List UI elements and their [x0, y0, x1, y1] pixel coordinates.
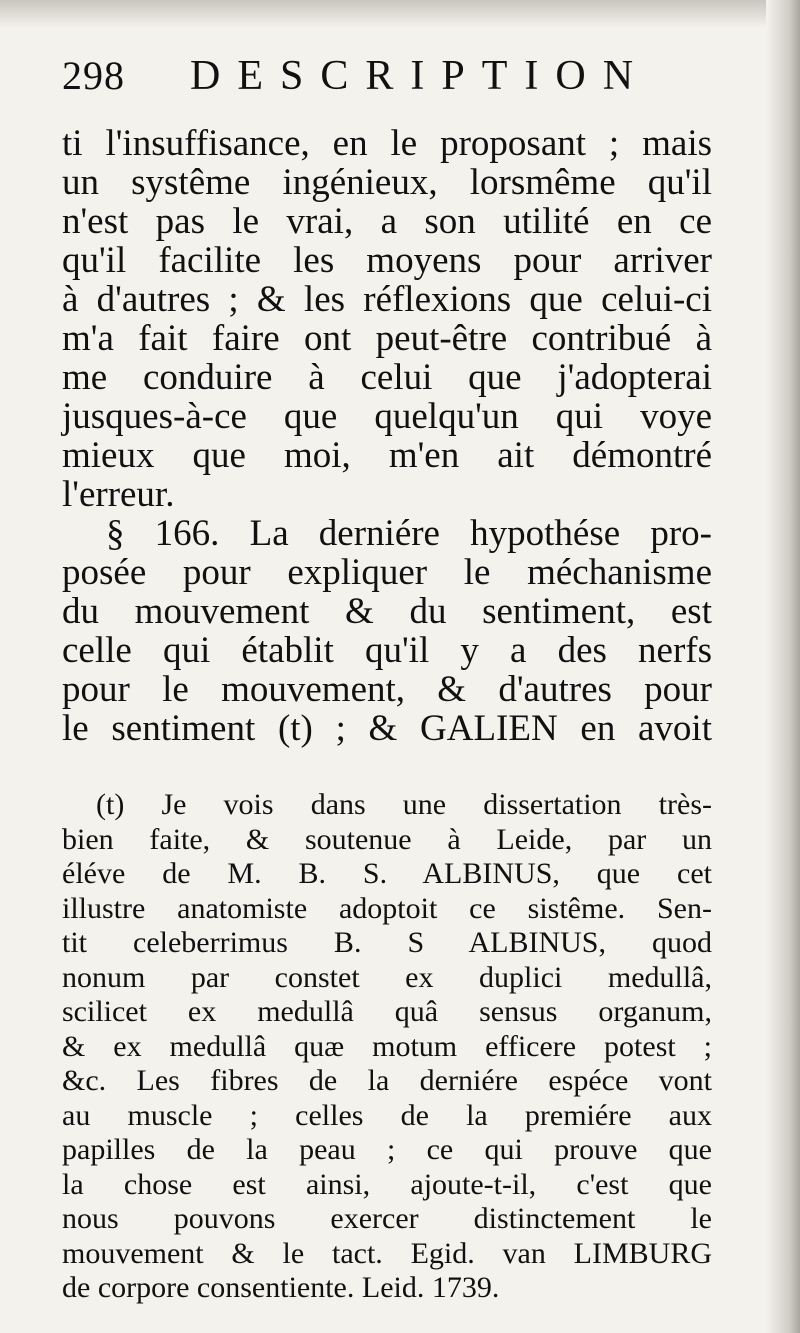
text-line: n'est pas le vrai, a son utilité en ce	[62, 201, 712, 242]
text-line: mieux que moi, m'en ait démontré	[62, 435, 712, 476]
footnote-line: papilles de la peau ; ce qui prouve que	[62, 1133, 712, 1166]
footnote-line: la chose est ainsi, ajoute-t-il, c'est que	[62, 1167, 712, 1201]
main-text	[62, 124, 712, 748]
footnote-line: mouvement & le tact. Egid. van LIMBURG	[62, 1236, 712, 1270]
page-top-shadow	[0, 0, 800, 28]
footnote-line: & ex medullâ quæ motum efficere potest ;	[62, 1029, 712, 1063]
section-start-line: § 166. La derniére hypothése pro-	[106, 513, 712, 554]
text-line: un systême ingénieux, lorsmême qu'il	[62, 162, 712, 203]
text-line: du mouvement & du sentiment, est	[62, 591, 712, 632]
footnote-line: (t) Je vois dans une dissertation très-	[96, 788, 712, 821]
text-line: jusques-à-ce que quelqu'un qui voye	[62, 396, 712, 437]
footnote-line: de corpore consentiente. Leid. 1739.	[62, 1271, 500, 1304]
text-line: pour le mouvement, & d'autres pour	[62, 669, 712, 710]
page-header	[62, 52, 722, 104]
footnote-line: au muscle ; celles de la premiére aux	[62, 1098, 712, 1132]
running-head: DESCRIPTION	[190, 53, 651, 99]
text-line: ti l'insuffisance, en le proposant ; mais	[62, 123, 712, 164]
text-line: posée pour expliquer le méchanisme	[62, 552, 712, 593]
text-line: qu'il facilite les moyens pour arriver	[62, 240, 712, 281]
footnote-line: illustre anatomiste adoptoit ce sistême. Sen-	[62, 891, 712, 925]
footnote-line: nonum par constet ex duplici medullâ,	[62, 960, 712, 994]
text-line: celle qui établit qu'il y a des nerfs	[62, 630, 712, 671]
text-line: m'a fait faire ont peut-être contribué à	[62, 318, 712, 359]
text-line: le sentiment (t) ; & GALIEN en avoit	[62, 708, 712, 749]
footnote	[62, 788, 712, 1306]
footnote-line: tit celeberrimus B. S ALBINUS, quod	[62, 926, 712, 959]
footnote-line: nous pouvons exercer distinctement le	[62, 1202, 712, 1235]
footnote-line: scilicet ex medullâ quâ sensus organum,	[62, 995, 712, 1028]
text-line: me conduire à celui que j'adopterai	[62, 357, 712, 398]
footnote-line: &c. Les fibres de la derniére espéce vont	[62, 1064, 712, 1097]
footnote-line: bien faite, & soutenue à Leide, par un	[62, 822, 712, 856]
footnote-line: éléve de M. B. S. ALBINUS, que cet	[62, 857, 712, 890]
page-number: 298	[62, 53, 125, 98]
page-gutter-shadow	[766, 0, 800, 1333]
text-line: à d'autres ; & les réflexions que celui-ci	[62, 279, 712, 320]
text-line: l'erreur.	[62, 474, 175, 515]
